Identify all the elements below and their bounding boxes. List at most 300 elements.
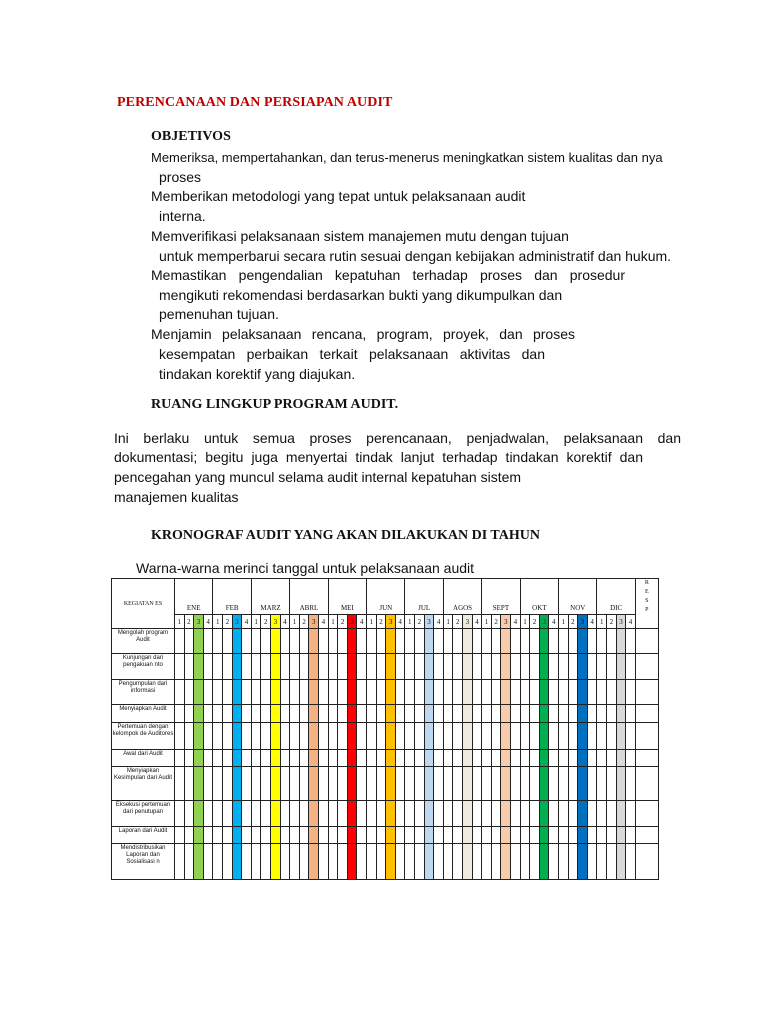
- schedule-cell: [309, 827, 319, 844]
- week-cell: 1: [328, 615, 338, 629]
- month-header: JUL: [405, 579, 443, 615]
- schedule-cell: [367, 705, 377, 723]
- schedule-cell: [251, 767, 261, 801]
- schedule-cell: [453, 827, 463, 844]
- schedule-cell: [405, 844, 415, 880]
- schedule-cell: [261, 767, 271, 801]
- week-cell: 4: [626, 615, 636, 629]
- week-cell: 1: [559, 615, 569, 629]
- schedule-cell: [251, 705, 261, 723]
- schedule-cell: [597, 844, 607, 880]
- schedule-cell: [415, 750, 425, 767]
- schedule-cell: [616, 767, 626, 801]
- schedule-cell: [511, 723, 521, 750]
- table-row: [112, 844, 659, 880]
- schedule-cell: [539, 654, 549, 680]
- schedule-cell: [376, 827, 386, 844]
- schedule-cell: [415, 723, 425, 750]
- schedule-cell: [338, 705, 348, 723]
- week-cell: 2: [415, 615, 425, 629]
- schedule-cell: [338, 844, 348, 880]
- schedule-cell: [242, 827, 252, 844]
- schedule-cell: [549, 723, 559, 750]
- activity-label: Mendistribusikan Laporan dan Sosialisasi n: [112, 844, 175, 880]
- schedule-cell: [463, 629, 473, 654]
- schedule-cell: [367, 801, 377, 827]
- schedule-cell: [578, 705, 588, 723]
- schedule-cell: [626, 827, 636, 844]
- schedule-cell: [290, 629, 300, 654]
- schedule-cell: [376, 705, 386, 723]
- activity-label: Awal dari Audit: [112, 750, 175, 767]
- week-cell: 3: [386, 615, 396, 629]
- schedule-cell: [530, 629, 540, 654]
- schedule-cell: [415, 844, 425, 880]
- schedule-cell: [626, 654, 636, 680]
- schedule-cell: [213, 827, 223, 844]
- week-cell: 2: [491, 615, 501, 629]
- schedule-cell: [501, 723, 511, 750]
- schedule-cell: [587, 629, 597, 654]
- table-row: [112, 629, 659, 654]
- schedule-cell: [184, 801, 194, 827]
- schedule-cell: [376, 629, 386, 654]
- resp-letter: R: [644, 580, 649, 586]
- schedule-cell: [319, 827, 329, 844]
- week-cell: 3: [501, 615, 511, 629]
- schedule-cell: [530, 827, 540, 844]
- week-cell: 3: [539, 615, 549, 629]
- schedule-cell: [271, 629, 281, 654]
- week-cell: 4: [511, 615, 521, 629]
- schedule-cell: [386, 750, 396, 767]
- schedule-cell: [261, 654, 271, 680]
- schedule-cell: [539, 844, 549, 880]
- resp-letter: E: [644, 589, 649, 595]
- schedule-cell: [223, 680, 233, 705]
- schedule-cell: [367, 629, 377, 654]
- schedule-cell: [511, 750, 521, 767]
- schedule-cell: [261, 801, 271, 827]
- schedule-cell: [578, 654, 588, 680]
- schedule-cell: [501, 767, 511, 801]
- schedule-cell: [424, 723, 434, 750]
- schedule-cell: [434, 801, 444, 827]
- schedule-cell: [568, 750, 578, 767]
- schedule-cell: [232, 680, 242, 705]
- schedule-cell: [607, 750, 617, 767]
- schedule-cell: [607, 629, 617, 654]
- schedule-cell: [549, 654, 559, 680]
- schedule-cell: [367, 844, 377, 880]
- schedule-cell: [271, 827, 281, 844]
- schedule-cell: [213, 680, 223, 705]
- schedule-cell: [463, 801, 473, 827]
- schedule-cell: [530, 723, 540, 750]
- schedule-cell: [338, 767, 348, 801]
- schedule-cell: [232, 801, 242, 827]
- schedule-cell: [443, 827, 453, 844]
- schedule-cell: [271, 705, 281, 723]
- schedule-cell: [597, 750, 607, 767]
- schedule-cell: [568, 705, 578, 723]
- schedule-cell: [501, 654, 511, 680]
- schedule-cell: [626, 767, 636, 801]
- schedule-cell: [386, 827, 396, 844]
- schedule-cell: [376, 750, 386, 767]
- schedule-cell: [319, 680, 329, 705]
- schedule-cell: [309, 801, 319, 827]
- schedule-cell: [386, 844, 396, 880]
- schedule-cell: [347, 844, 357, 880]
- week-cell: 4: [587, 615, 597, 629]
- schedule-cell: [568, 827, 578, 844]
- schedule-cell: [520, 767, 530, 801]
- schedule-cell: [271, 767, 281, 801]
- schedule-cell: [290, 750, 300, 767]
- schedule-cell: [539, 705, 549, 723]
- schedule-cell: [616, 827, 626, 844]
- schedule-cell: [434, 827, 444, 844]
- schedule-cell: [175, 827, 185, 844]
- schedule-cell: [415, 654, 425, 680]
- schedule-cell: [568, 844, 578, 880]
- schedule-cell: [463, 767, 473, 801]
- schedule-cell: [491, 767, 501, 801]
- schedule-cell: [511, 801, 521, 827]
- schedule-cell: [587, 801, 597, 827]
- schedule-cell: [184, 680, 194, 705]
- resp-cell: [635, 801, 658, 827]
- resp-cell: [635, 680, 658, 705]
- schedule-cell: [520, 750, 530, 767]
- week-cell: 1: [290, 615, 300, 629]
- schedule-cell: [261, 680, 271, 705]
- schedule-cell: [482, 827, 492, 844]
- schedule-cell: [261, 629, 271, 654]
- schedule-cell: [616, 723, 626, 750]
- objective-item-cont: pemenuhan tujuan.: [159, 306, 279, 322]
- schedule-cell: [472, 827, 482, 844]
- table-row: [112, 827, 659, 844]
- week-cell: 2: [376, 615, 386, 629]
- schedule-cell: [232, 844, 242, 880]
- objective-item: Memeriksa, mempertahankan, dan terus-menerus meningkatkan sistem kualitas dan nya: [151, 150, 663, 165]
- schedule-cell: [530, 654, 540, 680]
- schedule-cell: [213, 723, 223, 750]
- resp-cell: [635, 827, 658, 844]
- activity-label: Pengumpulan dari informasi: [112, 680, 175, 705]
- schedule-cell: [309, 723, 319, 750]
- week-cell: 3: [463, 615, 473, 629]
- resp-letter: P: [645, 607, 649, 613]
- schedule-cell: [251, 680, 261, 705]
- schedule-cell: [319, 750, 329, 767]
- schedule-cell: [501, 801, 511, 827]
- schedule-cell: [443, 767, 453, 801]
- schedule-cell: [463, 723, 473, 750]
- schedule-cell: [280, 680, 290, 705]
- schedule-cell: [482, 654, 492, 680]
- schedule-cell: [213, 801, 223, 827]
- schedule-cell: [290, 654, 300, 680]
- schedule-cell: [539, 680, 549, 705]
- resp-cell: [635, 629, 658, 654]
- schedule-cell: [309, 680, 319, 705]
- schedule-cell: [261, 827, 271, 844]
- schedule-cell: [626, 629, 636, 654]
- objective-item-cont: proses: [159, 169, 202, 185]
- schedule-cell: [347, 680, 357, 705]
- schedule-cell: [242, 750, 252, 767]
- month-header: JUN: [367, 579, 405, 615]
- schedule-cell: [520, 654, 530, 680]
- schedule-cell: [443, 654, 453, 680]
- objective-item-cont: mengikuti rekomendasi berdasarkan bukti yang dikumpulkan dan: [159, 287, 563, 303]
- schedule-cell: [405, 723, 415, 750]
- schedule-cell: [549, 801, 559, 827]
- schedule-cell: [232, 654, 242, 680]
- week-cell: 4: [203, 615, 213, 629]
- schedule-cell: [597, 801, 607, 827]
- schedule-cell: [578, 827, 588, 844]
- schedule-cell: [482, 844, 492, 880]
- schedule-cell: [367, 767, 377, 801]
- schedule-cell: [405, 750, 415, 767]
- schedule-cell: [626, 844, 636, 880]
- objective-item-cont: untuk memperbarui secara rutin sesuai dengan kebijakan administratif dan hukum.: [159, 248, 672, 264]
- schedule-cell: [434, 705, 444, 723]
- schedule-cell: [223, 750, 233, 767]
- schedule-cell: [520, 680, 530, 705]
- resp-cell: [635, 705, 658, 723]
- schedule-cell: [194, 629, 204, 654]
- resp-cell: [635, 654, 658, 680]
- schedule-cell: [578, 844, 588, 880]
- schedule-cell: [501, 705, 511, 723]
- schedule-cell: [290, 705, 300, 723]
- schedule-cell: [328, 705, 338, 723]
- schedule-cell: [175, 723, 185, 750]
- week-cell: 2: [530, 615, 540, 629]
- schedule-cell: [463, 705, 473, 723]
- schedule-cell: [424, 844, 434, 880]
- schedule-cell: [539, 767, 549, 801]
- schedule-cell: [299, 827, 309, 844]
- schedule-cell: [491, 654, 501, 680]
- week-cell: 4: [434, 615, 444, 629]
- schedule-cell: [290, 801, 300, 827]
- schedule-cell: [357, 723, 367, 750]
- schedule-cell: [367, 750, 377, 767]
- schedule-cell: [213, 750, 223, 767]
- schedule-cell: [357, 629, 367, 654]
- schedule-cell: [251, 844, 261, 880]
- schedule-cell: [501, 629, 511, 654]
- schedule-cell: [213, 767, 223, 801]
- schedule-cell: [261, 723, 271, 750]
- schedule-cell: [338, 680, 348, 705]
- schedule-cell: [203, 705, 213, 723]
- schedule-cell: [251, 654, 261, 680]
- schedule-cell: [482, 680, 492, 705]
- schedule-cell: [367, 827, 377, 844]
- week-cell: 4: [395, 615, 405, 629]
- schedule-cell: [319, 629, 329, 654]
- schedule-cell: [203, 767, 213, 801]
- schedule-cell: [597, 680, 607, 705]
- schedule-cell: [597, 705, 607, 723]
- schedule-cell: [539, 750, 549, 767]
- week-cell: 3: [424, 615, 434, 629]
- schedule-cell: [194, 844, 204, 880]
- schedule-cell: [309, 767, 319, 801]
- schedule-cell: [242, 654, 252, 680]
- schedule-cell: [530, 680, 540, 705]
- schedule-cell: [405, 654, 415, 680]
- schedule-cell: [530, 705, 540, 723]
- resp-cell: [635, 767, 658, 801]
- schedule-cell: [328, 750, 338, 767]
- schedule-cell: [290, 827, 300, 844]
- schedule-cell: [395, 680, 405, 705]
- schedule-cell: [568, 801, 578, 827]
- month-header: MEI: [328, 579, 366, 615]
- schedule-cell: [175, 801, 185, 827]
- schedule-cell: [434, 750, 444, 767]
- schedule-cell: [328, 827, 338, 844]
- ruang-paragraph-line: Ini berlaku untuk semua proses perencanaan, penjadwalan, pelaksanaan dan: [114, 430, 681, 446]
- schedule-cell: [194, 723, 204, 750]
- schedule-cell: [194, 801, 204, 827]
- schedule-cell: [511, 654, 521, 680]
- schedule-cell: [568, 767, 578, 801]
- resp-letter: S: [645, 598, 649, 604]
- schedule-cell: [568, 723, 578, 750]
- schedule-cell: [472, 680, 482, 705]
- schedule-cell: [242, 844, 252, 880]
- schedule-cell: [395, 723, 405, 750]
- schedule-cell: [443, 705, 453, 723]
- schedule-cell: [463, 680, 473, 705]
- ruang-paragraph-line: dokumentasi; begitu juga menyertai tindak lanjut terhadap tindakan korektif dan: [114, 449, 643, 465]
- schedule-cell: [299, 680, 309, 705]
- schedule-cell: [530, 750, 540, 767]
- schedule-cell: [251, 723, 261, 750]
- schedule-cell: [328, 844, 338, 880]
- week-cell: 1: [251, 615, 261, 629]
- schedule-cell: [434, 844, 444, 880]
- week-cell: 1: [443, 615, 453, 629]
- schedule-cell: [338, 629, 348, 654]
- schedule-cell: [405, 680, 415, 705]
- schedule-cell: [271, 844, 281, 880]
- header-kegiatan: KEGIATAN ES: [112, 579, 175, 629]
- schedule-cell: [175, 705, 185, 723]
- schedule-cell: [415, 767, 425, 801]
- week-cell: 3: [578, 615, 588, 629]
- schedule-cell: [482, 767, 492, 801]
- schedule-cell: [491, 680, 501, 705]
- schedule-cell: [616, 844, 626, 880]
- schedule-cell: [511, 705, 521, 723]
- schedule-cell: [491, 801, 501, 827]
- schedule-cell: [463, 750, 473, 767]
- schedule-cell: [194, 705, 204, 723]
- schedule-cell: [347, 801, 357, 827]
- schedule-cell: [424, 705, 434, 723]
- schedule-cell: [175, 654, 185, 680]
- schedule-cell: [280, 801, 290, 827]
- schedule-cell: [338, 750, 348, 767]
- schedule-cell: [347, 629, 357, 654]
- schedule-cell: [261, 750, 271, 767]
- schedule-cell: [616, 705, 626, 723]
- schedule-cell: [549, 767, 559, 801]
- schedule-cell: [424, 827, 434, 844]
- schedule-cell: [434, 680, 444, 705]
- objective-item: Menjamin pelaksanaan rencana, program, proyek, dan proses: [151, 326, 575, 342]
- activity-label: Pertemuan dengan kelompok de Auditores: [112, 723, 175, 750]
- schedule-cell: [319, 767, 329, 801]
- week-cell: 4: [549, 615, 559, 629]
- objetivos-heading: OBJETIVOS: [151, 129, 231, 144]
- schedule-cell: [616, 654, 626, 680]
- schedule-cell: [607, 827, 617, 844]
- schedule-cell: [194, 827, 204, 844]
- week-cell: 1: [367, 615, 377, 629]
- table-row: [112, 723, 659, 750]
- schedule-cell: [386, 801, 396, 827]
- schedule-cell: [280, 705, 290, 723]
- schedule-cell: [251, 750, 261, 767]
- schedule-cell: [299, 705, 309, 723]
- schedule-cell: [280, 654, 290, 680]
- schedule-cell: [443, 723, 453, 750]
- schedule-cell: [405, 705, 415, 723]
- schedule-cell: [559, 705, 569, 723]
- week-cell: 3: [271, 615, 281, 629]
- schedule-cell: [587, 654, 597, 680]
- week-cell: 1: [597, 615, 607, 629]
- schedule-cell: [319, 723, 329, 750]
- activity-label: Menyiapkan Kesimpulan dari Audit: [112, 767, 175, 801]
- week-cell: 4: [357, 615, 367, 629]
- schedule-cell: [578, 680, 588, 705]
- schedule-cell: [453, 723, 463, 750]
- month-header: SEPT: [482, 579, 520, 615]
- schedule-cell: [376, 767, 386, 801]
- ruang-paragraph-line: pencegahan yang muncul selama audit internal kepatuhan sistem: [114, 469, 522, 485]
- schedule-cell: [395, 629, 405, 654]
- schedule-cell: [395, 844, 405, 880]
- schedule-cell: [357, 767, 367, 801]
- schedule-cell: [251, 827, 261, 844]
- schedule-cell: [357, 654, 367, 680]
- schedule-cell: [328, 723, 338, 750]
- schedule-cell: [491, 750, 501, 767]
- objective-item: Memberikan metodologi yang tepat untuk pelaksanaan audit: [151, 188, 526, 204]
- schedule-cell: [328, 767, 338, 801]
- schedule-cell: [607, 654, 617, 680]
- week-cell: 2: [453, 615, 463, 629]
- schedule-cell: [568, 680, 578, 705]
- objective-item: Memastikan pengendalian kepatuhan terhadap proses dan prosedur: [151, 267, 625, 283]
- week-cell: 4: [319, 615, 329, 629]
- objective-item-cont: kesempatan perbaikan terkait pelaksanaan aktivitas dan: [159, 346, 545, 362]
- schedule-cell: [376, 680, 386, 705]
- schedule-cell: [626, 680, 636, 705]
